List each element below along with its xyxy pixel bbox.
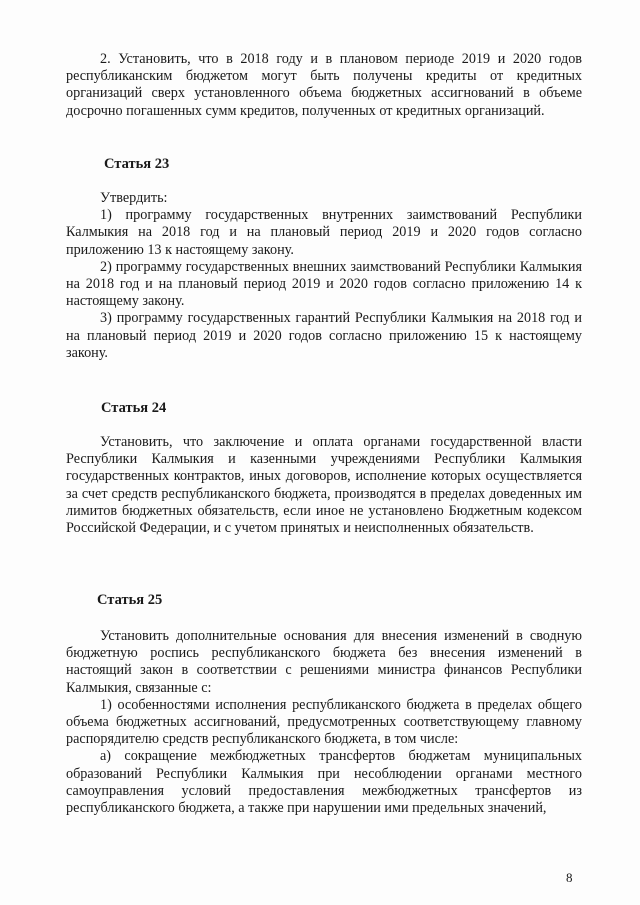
article-23-item-3: 3) программу государственных гарантий Республики Калмыкия на 2018 год и на плановый период 2019 и 2020 годов согласно приложению 15 к настоящему закону. xyxy=(66,310,582,361)
article-24-heading: Статья 24 xyxy=(101,400,167,416)
article-25-body xyxy=(66,628,582,817)
article-25-item-a: а) сокращение межбюджетных трансфертов бюджетам муниципальных образований Республики Калмыкия при несоблюдении органами местного самоуправления условий предоставления межбюджетных трансфертов из республиканского бюджета, а также при нарушении ими предельных значений, xyxy=(66,748,582,817)
article-23-heading: Статья 23 xyxy=(104,156,170,172)
article-25-paragraph: Установить дополнительные основания для внесения изменений в сводную бюджетную роспись республиканского бюджета без внесения изменений в настоящий закон в соответствии с решениями министра финансов Республики Калмыкия, связанные с: xyxy=(66,628,582,696)
article-24-paragraph: Установить, что заключение и оплата органами государственной власти Республики Калмыкия и казенными учреждениями Республики Калмыкия государственных контрактов, иных договоров, исполнение которых осуществляется за счет средств республиканского бюджета, производятся в пределах доведенных им лимитов бюджетных обязательств, если иное не установлено Бюджетным кодексом Российской Федерации, и с учетом принятых и неисполненных обязательств. xyxy=(66,434,582,537)
article-23-item-1: 1) программу государственных внутренних заимствований Республики Калмыкия на 2018 год и на плановый период 2019 и 2020 годов согласно приложению 13 к настоящему закону. xyxy=(66,207,582,258)
intro-section xyxy=(66,51,582,120)
page-number: 8 xyxy=(566,870,573,885)
article-25-heading: Статья 25 xyxy=(97,592,163,608)
article-24-body xyxy=(66,434,582,537)
article-25-item-1: 1) особенностями исполнения республиканского бюджета в пределах общего объема бюджетных ассигнований, предусмотренных соответствующему главному распорядителю средств республиканского бюджета, в том числе: xyxy=(66,696,582,748)
article-23-item-2: 2) программу государственных внешних заимствований Республики Калмыкия на 2018 год и на плановый период 2019 и 2020 годов согласно приложению 14 к настоящему закону. xyxy=(66,258,582,310)
article-23-lead: Утвердить: xyxy=(100,190,168,206)
intro-paragraph: 2. Установить, что в 2018 году и в плановом периоде 2019 и 2020 годов республиканским бюджетом могут быть получены кредиты от кредитных организаций сверх установленного объема бюджетных ассигнований в объеме досрочно погашенных сумм кредитов, полученных от кредитных организаций. xyxy=(66,51,582,119)
article-23-body xyxy=(66,190,582,362)
